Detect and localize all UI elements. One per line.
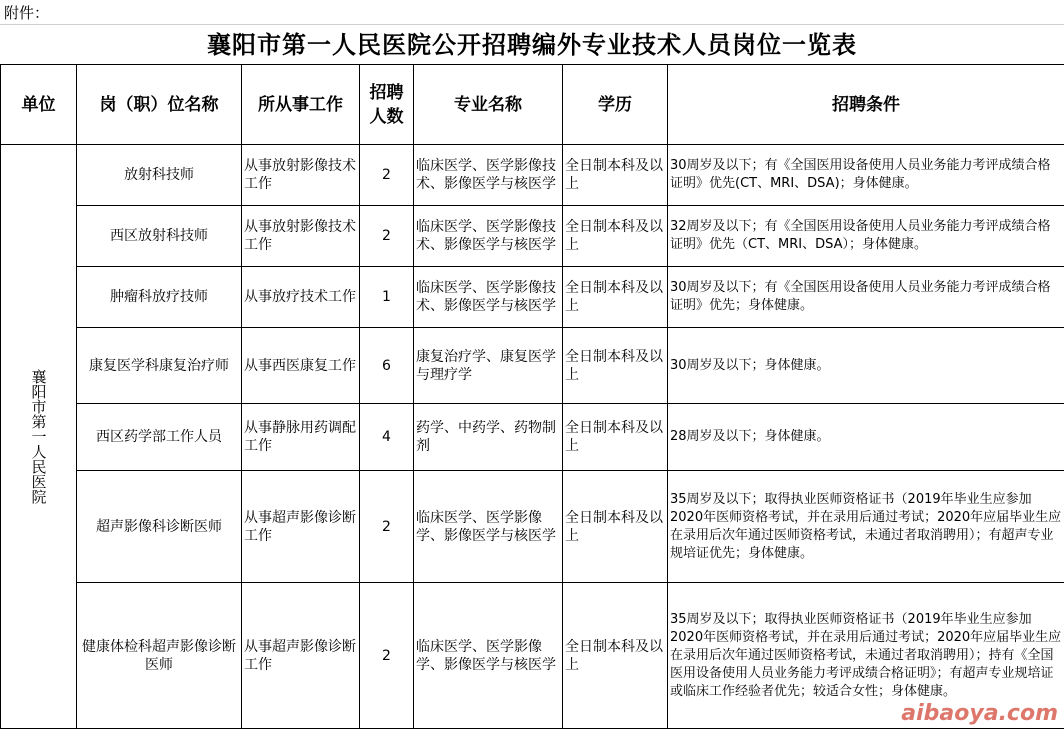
- work-cell: 从事超声影像诊断工作: [242, 471, 360, 583]
- count-cell: 1: [360, 267, 414, 328]
- work-cell: 从事放射影像技术工作: [242, 206, 360, 267]
- count-cell: 2: [360, 471, 414, 583]
- table-row: [1, 145, 1064, 206]
- unit-name: 襄阳市第一人民医院: [29, 369, 49, 504]
- header-education: 学历: [563, 65, 668, 145]
- page-title: 襄阳市第一人民医院公开招聘编外专业技术人员岗位一览表: [0, 26, 1064, 64]
- position-cell: 健康体检科超声影像诊断医师: [77, 583, 242, 729]
- header-position: 岗（职）位名称: [77, 65, 242, 145]
- attachment-label: 附件：: [4, 2, 49, 24]
- conditions-cell: 35周岁及以下；取得执业医师资格证书（2019年毕业生应参加2020年医师资格考试，并在录用后通过考试；2020年应届毕业生应在录用后次年通过医师资格考试，未通过者取消聘用）；有超声专业规培证优先；身体健康。: [668, 471, 1064, 583]
- table-row: [1, 206, 1064, 267]
- table-row: [1, 404, 1064, 471]
- unit-cell: [1, 145, 77, 729]
- count-cell: 2: [360, 145, 414, 206]
- header-row: [1, 65, 1064, 145]
- table-row: [1, 267, 1064, 328]
- count-cell: 6: [360, 328, 414, 404]
- header-conditions: 招聘条件: [668, 65, 1064, 145]
- header-work: 所从事工作: [242, 65, 360, 145]
- position-cell: 肿瘤科放疗技师: [77, 267, 242, 328]
- count-cell: 2: [360, 206, 414, 267]
- header-unit: 单位: [1, 65, 77, 145]
- grid-divider: [0, 24, 1064, 25]
- major-cell: 临床医学、医学影像学、影像医学与核医学: [414, 471, 563, 583]
- major-cell: 康复治疗学、康复医学与理疗学: [414, 328, 563, 404]
- major-cell: 临床医学、医学影像学、影像医学与核医学: [414, 583, 563, 729]
- conditions-cell: 30周岁及以下；身体健康。: [668, 328, 1064, 404]
- position-cell: 放射科技师: [77, 145, 242, 206]
- conditions-cell: 32周岁及以下；有《全国医用设备使用人员业务能力考评成绩合格证明》优先（CT、MRI、DSA）；身体健康。: [668, 206, 1064, 267]
- work-cell: 从事放疗技术工作: [242, 267, 360, 328]
- table-row: [1, 328, 1064, 404]
- position-cell: 超声影像科诊断医师: [77, 471, 242, 583]
- conditions-cell: 35周岁及以下；取得执业医师资格证书（2019年毕业生应参加2020年医师资格考试，并在录用后通过考试；2020年应届毕业生应在录用后次年通过医师资格考试，未通过者取消聘用）；持有《全国医用设备使用人员业务能力考评成绩合格证明》；有超声专业规培证或临床工作经验者优先；较适合女性；身体健康。: [668, 583, 1064, 729]
- work-cell: 从事西医康复工作: [242, 328, 360, 404]
- education-cell: 全日制本科及以上: [563, 206, 668, 267]
- work-cell: 从事超声影像诊断工作: [242, 583, 360, 729]
- education-cell: 全日制本科及以上: [563, 471, 668, 583]
- position-cell: 西区放射科技师: [77, 206, 242, 267]
- education-cell: 全日制本科及以上: [563, 404, 668, 471]
- major-cell: 临床医学、医学影像技术、影像医学与核医学: [414, 145, 563, 206]
- conditions-cell: 30周岁及以下；有《全国医用设备使用人员业务能力考评成绩合格证明》优先；身体健康。: [668, 267, 1064, 328]
- education-cell: 全日制本科及以上: [563, 583, 668, 729]
- recruitment-table: [0, 64, 1064, 729]
- major-cell: 临床医学、医学影像技术、影像医学与核医学: [414, 267, 563, 328]
- watermark: aibaoya.com: [901, 701, 1058, 726]
- education-cell: 全日制本科及以上: [563, 267, 668, 328]
- header-count: 招聘人数: [360, 65, 414, 145]
- work-cell: 从事静脉用药调配工作: [242, 404, 360, 471]
- position-cell: 康复医学科康复治疗师: [77, 328, 242, 404]
- count-cell: 4: [360, 404, 414, 471]
- education-cell: 全日制本科及以上: [563, 145, 668, 206]
- position-cell: 西区药学部工作人员: [77, 404, 242, 471]
- header-major: 专业名称: [414, 65, 563, 145]
- major-cell: 临床医学、医学影像技术、影像医学与核医学: [414, 206, 563, 267]
- major-cell: 药学、中药学、药物制剂: [414, 404, 563, 471]
- count-cell: 2: [360, 583, 414, 729]
- work-cell: 从事放射影像技术工作: [242, 145, 360, 206]
- conditions-cell: 28周岁及以下；身体健康。: [668, 404, 1064, 471]
- table-row: [1, 471, 1064, 583]
- conditions-cell: 30周岁及以下；有《全国医用设备使用人员业务能力考评成绩合格证明》优先(CT、MRI、DSA)；身体健康。: [668, 145, 1064, 206]
- education-cell: 全日制本科及以上: [563, 328, 668, 404]
